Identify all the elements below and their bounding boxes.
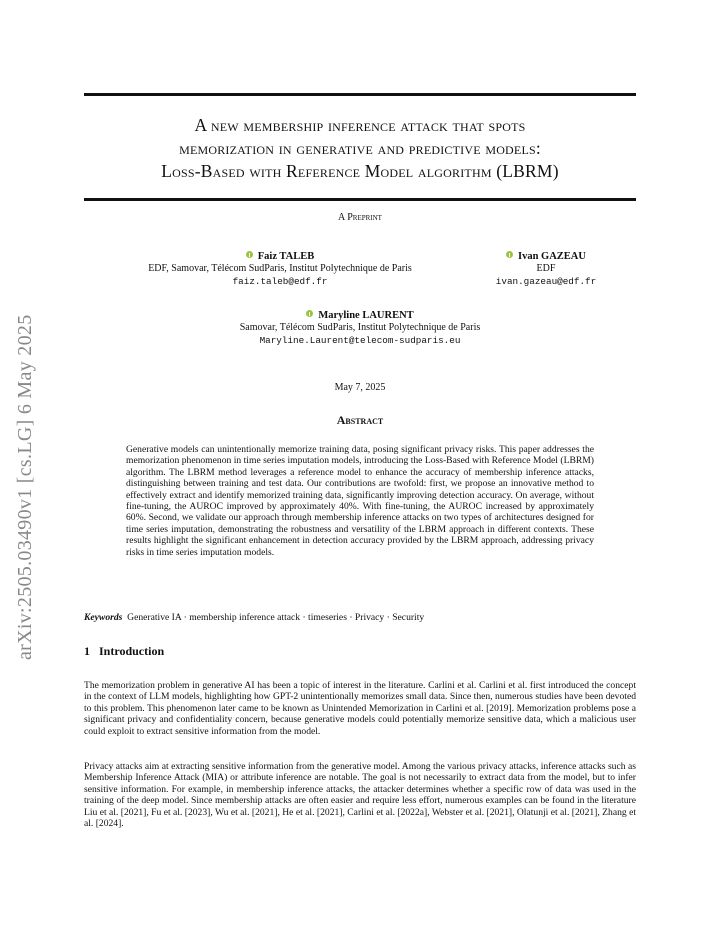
section-number: 1 <box>84 644 90 658</box>
author-email[interactable]: ivan.gazeau@edf.fr <box>495 276 597 287</box>
section-heading <box>84 646 636 657</box>
keywords-text: Generative IA · membership inference attack · timeseries · Privacy · Security <box>127 612 425 623</box>
author-2 <box>466 251 626 288</box>
paper-date: May 7, 2025 <box>334 382 386 393</box>
paragraph-2: Privacy attacks aim at extracting sensitive information from the generative model. Among the various privacy attacks, inference attacks such as Membership Inference Attack (MIA) or attribute inference are notable. The goal is not necessarily to extract data from the model, but to infer sensitive information. For example, in membership inference attacks, the attacker determines whether a specific row of data was used in the training of the deep model. Since membership attacks are often easier and require less effort, numerous examples can be found in the literature Liu et al. [2021], Fu et al. [2023], Wu et al. [2021], He et al. [2021], Carlini et al. [2022a], Webster et al. [2021], Olatunji et al. [2021], Zhang et al. [2024]. <box>84 761 636 830</box>
author-email[interactable]: faiz.taleb@edf.fr <box>232 276 328 287</box>
paper-title <box>84 114 636 183</box>
author-name: Ivan GAZEAU <box>518 251 586 262</box>
author-name: Maryline LAURENT <box>318 310 414 321</box>
author-email[interactable]: Maryline.Laurent@telecom-sudparis.eu <box>259 335 461 346</box>
bottom-rule <box>84 198 636 201</box>
orcid-icon[interactable] <box>306 310 313 317</box>
title-line-1: A new membership inference attack that spots <box>194 115 526 135</box>
title-line-2: memorization in generative and predictive models: <box>179 138 541 158</box>
abstract-heading: Abstract <box>336 413 384 427</box>
orcid-icon[interactable] <box>506 251 513 258</box>
author-affiliation: Samovar, Télécom SudParis, Institut Polytechnique de Paris <box>239 322 481 333</box>
title-line-3: Loss-Based with Reference Model algorithm (LBRM) <box>161 161 559 181</box>
keywords <box>84 612 636 623</box>
top-rule <box>84 93 636 96</box>
author-affiliation: EDF, Samovar, Télécom SudParis, Institut Polytechnique de Paris <box>148 263 412 274</box>
author-3 <box>160 310 560 347</box>
preprint-label: A Preprint <box>338 212 382 223</box>
orcid-icon[interactable] <box>246 251 253 258</box>
abstract-text: Generative models can unintentionally memorize training data, posing significant privacy risks. This paper addresses the memorization phenomenon in time series imputation models, introducing the Loss-Based with Reference Model (LBRM) algorithm. The LBRM method leverages a reference model to enhance the accuracy of membership inference attacks, distinguishing between training and test data. Our contributions are twofold: first, we propose an innovative method to effectively extract and identify memorized training data, significantly improving detection accuracy. On average, without fine-tuning, the AUROC improved by approximately 40%. With fine-tuning, the AUROC increased by approximately 60%. Second, we validate our approach through membership inference attacks on two types of architectures designed for time series imputation, demonstrating the robustness and versatility of the LBRM approach in different contexts. These results highlight the significant enhancement in detection accuracy provided by the LBRM approach, addressing privacy risks in time series imputation models. <box>126 444 594 558</box>
paragraph-1: The memorization problem in generative AI has been a topic of interest in the literature. Carlini et al. Carlini et al. first introduced the concept in the context of LLM models, highlighting how GPT-2 unintentionally memorizes small data. Since then, numerous studies have been devoted to this problem. This phenomenon later came to be known as Unintended Memorization in Carlini et al. [2019]. Memorization problems pose a significant privacy and confidentiality concern, because generative models could potentially memorize sensitive data, which a malicious user could exploit to extract sensitive information from the model. <box>84 680 636 737</box>
arxiv-stamp: arXiv:2505.03490v1 [cs.LG] 6 May 2025 <box>14 314 36 660</box>
section-title: Introduction <box>99 644 165 658</box>
author-affiliation: EDF <box>536 263 556 274</box>
author-name: Faiz TALEB <box>257 251 315 262</box>
author-1 <box>112 251 448 288</box>
keywords-label: Keywords <box>84 612 123 623</box>
